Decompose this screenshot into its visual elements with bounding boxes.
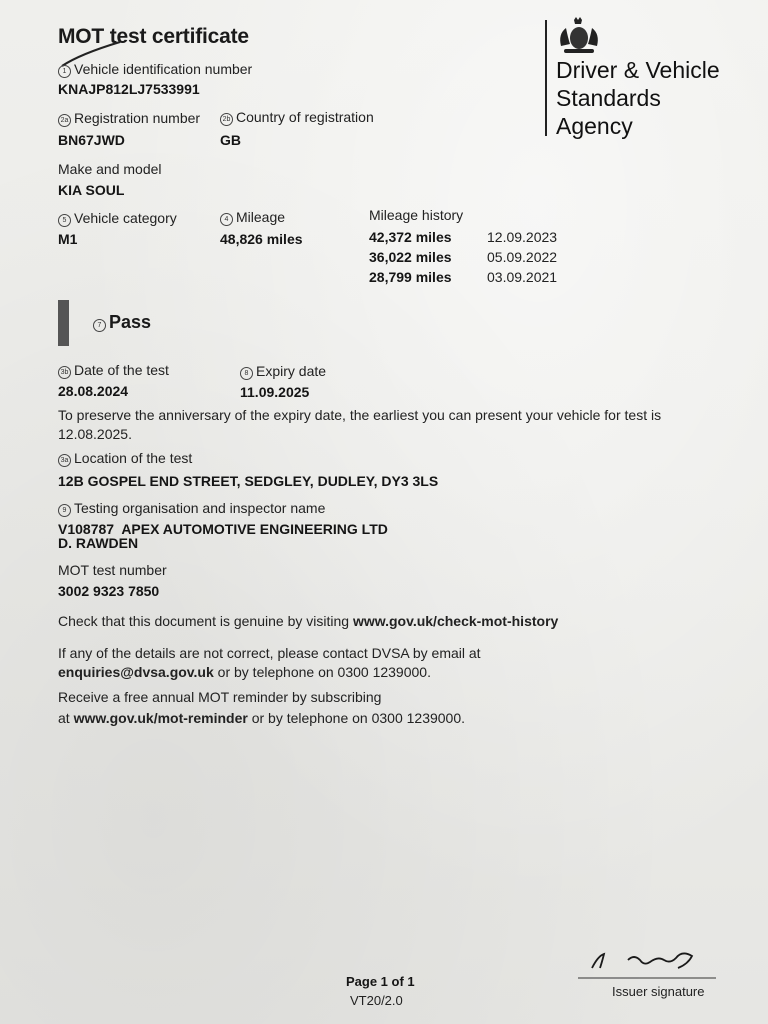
- reminder-phone-text: or by telephone on 0300 1239000.: [247, 710, 466, 726]
- mot-test-number-value: 3002 9323 7850: [58, 583, 160, 599]
- field-number-badge: 3a: [58, 454, 71, 467]
- location-label-text: Location of the test: [74, 450, 193, 466]
- country-label-text: Country of registration: [236, 109, 374, 125]
- vehicle-category-label: [58, 210, 177, 227]
- field-number-badge: 5: [58, 214, 71, 227]
- vehicle-category-label-text: Vehicle category: [74, 210, 177, 226]
- certificate-title: MOT test certificate: [58, 25, 249, 48]
- mileage-value: 48,826 miles: [220, 231, 303, 247]
- anniversary-note: To preserve the anniversary of the expiry date, the earliest you can present your vehicle for test is: [58, 407, 662, 423]
- check-mot-history-link[interactable]: www.gov.uk/check-mot-history: [352, 613, 559, 629]
- mileage-history-miles: 42,372 miles: [369, 229, 452, 245]
- mileage-history-label: Mileage history: [369, 207, 464, 223]
- field-number-badge: 9: [58, 504, 71, 517]
- agency-name-line1: Driver & Vehicle: [556, 57, 720, 83]
- details-note-line2: [58, 664, 431, 680]
- expiry-date-value: 11.09.2025: [240, 384, 310, 400]
- vehicle-category-value: M1: [58, 231, 78, 247]
- details-note-line1: If any of the details are not correct, please contact DVSA by email at: [58, 645, 481, 661]
- form-code: VT20/2.0: [350, 993, 403, 1008]
- vin-label: [58, 61, 252, 78]
- reminder-note-line1: Receive a free annual MOT reminder by subscribing: [58, 689, 382, 705]
- field-number-badge: 3b: [58, 366, 71, 379]
- mileage-history-miles: 28,799 miles: [369, 269, 452, 285]
- result-bar: [58, 300, 69, 346]
- agency-divider: [545, 20, 547, 136]
- mileage-label-text: Mileage: [236, 209, 286, 225]
- registration-label-text: Registration number: [74, 110, 201, 126]
- mileage-history-miles: 36,022 miles: [369, 249, 452, 265]
- mileage-label: [220, 209, 285, 226]
- organisation-label: [58, 500, 325, 517]
- reminder-note-line2: [58, 710, 465, 726]
- field-number-badge: 7: [93, 319, 106, 332]
- field-number-badge: 4: [220, 213, 233, 226]
- dvsa-email-link[interactable]: enquiries@dvsa.gov.uk: [58, 664, 214, 680]
- field-number-badge: 2b: [220, 113, 233, 126]
- organisation-label-text: Testing organisation and inspector name: [74, 500, 326, 516]
- make-model-label: Make and model: [58, 161, 162, 177]
- field-number-badge: 2a: [58, 114, 71, 127]
- organisation-value: V108787 APEX AUTOMOTIVE ENGINEERING LTD: [58, 521, 388, 537]
- details-phone-text: or by telephone on 0300 1239000.: [213, 664, 431, 680]
- royal-crest-icon: [556, 16, 602, 56]
- mileage-history-date: 03.09.2021: [487, 269, 558, 285]
- field-number-badge: 8: [240, 367, 253, 380]
- test-date-label-text: Date of the test: [74, 362, 169, 378]
- test-result-text: Pass: [109, 312, 152, 332]
- location-value: 12B GOSPEL END STREET, SEDGLEY, DUDLEY, DY3 3LS: [58, 473, 439, 489]
- make-model-value: KIA SOUL: [58, 182, 125, 198]
- check-genuine-note: [58, 613, 558, 629]
- reminder-at-text: at: [58, 710, 74, 726]
- location-label: [58, 450, 192, 467]
- vin-value: KNAJP812LJ7533991: [58, 81, 200, 97]
- mot-reminder-link[interactable]: www.gov.uk/mot-reminder: [73, 710, 248, 726]
- agency-name-line2: Standards: [556, 85, 661, 111]
- check-genuine-text: Check that this document is genuine by visiting: [58, 613, 353, 629]
- registration-value: BN67JWD: [58, 132, 125, 148]
- inspector-name: D. RAWDEN: [58, 535, 139, 551]
- test-date-label: [58, 362, 169, 379]
- mileage-history-date: 12.09.2023: [487, 229, 558, 245]
- page-number: Page 1 of 1: [346, 974, 415, 989]
- country-label: [220, 109, 374, 126]
- mot-test-number-label: MOT test number: [58, 562, 167, 578]
- test-result: [93, 312, 151, 333]
- vin-label-text: Vehicle identification number: [74, 61, 253, 77]
- expiry-date-label-text: Expiry date: [256, 363, 327, 379]
- field-number-badge: 1: [58, 65, 71, 78]
- signature-icon: [578, 938, 718, 980]
- expiry-date-label: [240, 363, 326, 380]
- issuer-signature-label: Issuer signature: [612, 984, 705, 999]
- test-date-value: 28.08.2024: [58, 383, 129, 399]
- mileage-history-date: 05.09.2022: [487, 249, 558, 265]
- country-value: GB: [220, 132, 241, 148]
- agency-name-line3: Agency: [556, 113, 633, 139]
- registration-label: [58, 110, 200, 127]
- anniversary-note-date: 12.08.2025.: [58, 426, 132, 442]
